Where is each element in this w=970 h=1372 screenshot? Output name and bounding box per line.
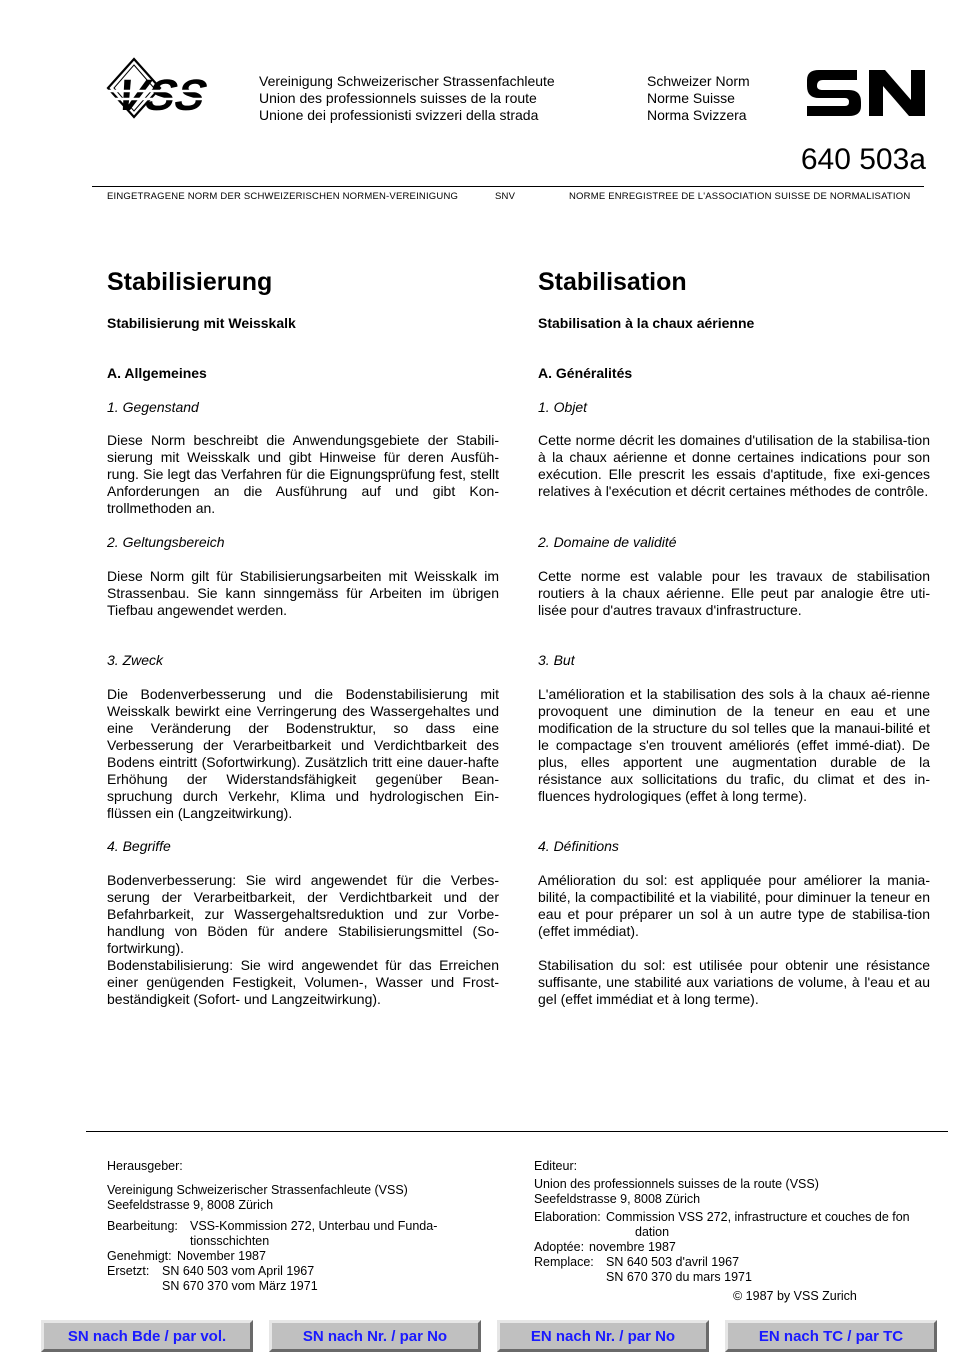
registration-fr: NORME ENREGISTREE DE L'ASSOCIATION SUISSE DE NORMALISATION bbox=[569, 191, 911, 202]
footer-rule bbox=[86, 1131, 948, 1132]
sn-by-volume-button[interactable]: SN nach Bde / par vol. bbox=[41, 1320, 253, 1352]
publisher-address-de: Seefeldstrasse 9, 8008 Zürich bbox=[107, 1198, 274, 1212]
org-name-fr: Union des professionnels suisses de la route bbox=[259, 90, 537, 106]
editing-value-de: VSS-Kommission 272, Unterbau und Funda- bbox=[190, 1219, 438, 1233]
registration-snv: SNV bbox=[495, 191, 516, 202]
imprint-fr bbox=[534, 1159, 934, 1285]
approved-value-fr: novembre 1987 bbox=[589, 1240, 676, 1254]
paragraph-2-fr bbox=[538, 568, 930, 619]
imprint-de bbox=[107, 1159, 507, 1294]
standard-number: 640 503a bbox=[800, 143, 926, 176]
paragraph-2-fr-text: Cette norme est valable pour les travaux de stabilisation routiers à la chaux aérienne. Elle peut par analogie être uti-lisée pour d'autres travaux d'infrastructure. bbox=[538, 568, 930, 618]
heading-4-fr: 4. Définitions bbox=[538, 838, 619, 854]
paragraph-3-fr-text: L'amélioration et la stabilisation des sols à la chaux aé-rienne provoquent une diminution de la teneur en eau et une modification de la structure du sol telles que la manaui-bilité et le compactage s'en trouvent améliorés (effet immé-diat). De plus, elles apportent une augmentation durable de la résistance aux sollicitations du trafic, du climat et des in-fluences hydrologiques (effet à long terme). bbox=[538, 686, 930, 804]
section-a-fr: A. Généralités bbox=[538, 365, 633, 381]
replaces-value-1-fr: SN 640 503 d'avril 1967 bbox=[606, 1255, 740, 1269]
editing-value-fr: Commission VSS 272, infrastructure et couches de fon bbox=[606, 1210, 910, 1224]
editing-label-fr: Elaboration: bbox=[534, 1210, 601, 1224]
paragraph-1-de bbox=[107, 432, 499, 517]
definition-2-fr: Stabilisation du sol: est utilisée pour obtenir une résistance suffisante, une stabilité aux variations de volume, à l'eau et au gel (effet immédiat et à long terme). bbox=[538, 957, 930, 1007]
publisher-name-de: Vereinigung Schweizerischer Strassenfachleute (VSS) bbox=[107, 1183, 408, 1197]
paragraph-3-de bbox=[107, 686, 499, 822]
replaces-value-2-fr: SN 670 370 du mars 1971 bbox=[606, 1270, 752, 1284]
paragraph-4-de bbox=[107, 872, 499, 1008]
registration-de: EINGETRAGENE NORM DER SCHWEIZERISCHEN NORMEN-VEREINIGUNG bbox=[107, 191, 459, 202]
paragraph-2-de bbox=[107, 568, 499, 619]
editing-value-fr-cont: dation bbox=[635, 1225, 670, 1239]
replaces-label-fr: Remplace: bbox=[534, 1255, 594, 1269]
svg-text:VSS: VSS bbox=[112, 71, 211, 120]
heading-3-de: 3. Zweck bbox=[107, 652, 164, 668]
editing-value-de-cont: tionsschichten bbox=[190, 1234, 270, 1248]
title-de: Stabilisierung bbox=[107, 268, 273, 296]
heading-2-fr: 2. Domaine de validité bbox=[538, 534, 677, 550]
publisher-label-fr: Editeur: bbox=[534, 1159, 578, 1173]
publisher-address-fr: Seefeldstrasse 9, 8008 Zürich bbox=[534, 1192, 701, 1206]
vss-logo bbox=[104, 55, 242, 121]
paragraph-1-fr-text: Cette norme décrit les domaines d'utilisation de la stabilisa-tion à la chaux aérienne et donne certaines indications pour son exécution. Elle prescrit les essais d'aptitude, fixe exi-gences relatives à l'exécution et décrit certaines méthodes de contrôle. bbox=[538, 432, 930, 499]
replaces-value-1-de: SN 640 503 vom April 1967 bbox=[162, 1264, 315, 1278]
en-by-number-button[interactable]: EN nach Nr. / par No bbox=[497, 1320, 709, 1352]
organization-names bbox=[259, 73, 555, 124]
norm-type-names bbox=[647, 73, 750, 124]
paragraph-1-de-text: Diese Norm beschreibt die Anwendungsgebiete der Stabili-sierung mit Weisskalk und gibt Hinweise für deren Ausfüh-rung. Sie legt das Verfahren für die Eignungsprüfung fest, stellt Anforderungen an die Ausführung auf und gibt Kon-trollmethoden an. bbox=[107, 432, 499, 516]
definition-1-fr: Amélioration du sol: est appliquée pour améliorer la mania-bilité, la compactibilité et la viabilité, pour diminuer la teneur en eau et pour préparer un sol à un autre type de stabilisa-tion (effet immédiat). bbox=[538, 872, 930, 939]
paragraph-1-fr bbox=[538, 432, 930, 500]
heading-1-de: 1. Gegenstand bbox=[107, 399, 199, 415]
norm-type-de: Schweizer Norm bbox=[647, 73, 750, 89]
editing-label-de: Bearbeitung: bbox=[107, 1219, 178, 1233]
section-a-de: A. Allgemeines bbox=[107, 365, 207, 381]
heading-2-de: 2. Geltungsbereich bbox=[107, 534, 225, 550]
header-rule bbox=[92, 186, 924, 187]
norm-type-fr: Norme Suisse bbox=[647, 90, 735, 106]
publisher-label-de: Herausgeber: bbox=[107, 1159, 183, 1173]
paragraph-4-fr bbox=[538, 872, 930, 1008]
heading-1-fr: 1. Objet bbox=[538, 399, 588, 415]
copyright: © 1987 by VSS Zurich bbox=[733, 1289, 857, 1303]
definition-2-de: Bodenstabilisierung: Sie wird angewendet für das Erreichen einer genügenden Festigkeit, Volumen-, Wasser und Frost-beständigkeit (Sofort- und Langzeitwirkung). bbox=[107, 957, 499, 1007]
approved-label-fr: Adoptée: bbox=[534, 1240, 585, 1254]
publisher-name-fr: Union des professionnels suisses de la route (VSS) bbox=[534, 1177, 819, 1191]
heading-3-fr: 3. But bbox=[538, 652, 575, 668]
replaces-label-de: Ersetzt: bbox=[107, 1264, 150, 1278]
replaces-value-2-de: SN 670 370 vom März 1971 bbox=[162, 1279, 318, 1293]
sn-by-number-button[interactable]: SN nach Nr. / par No bbox=[269, 1320, 481, 1352]
subtitle-fr: Stabilisation à la chaux aérienne bbox=[538, 315, 755, 331]
org-name-it: Unione dei professionisti svizzeri della strada bbox=[259, 107, 539, 123]
title-fr: Stabilisation bbox=[538, 268, 687, 296]
paragraph-3-de-text: Die Bodenverbesserung und die Bodenstabilisierung mit Weisskalk bewirkt eine Verringerung des Wassergehaltes und eine Veränderung der Bodenstruktur, so dass eine Verbesserung der Verarbeitbarkeit und Verdichtbarkeit des Bodens eintritt (Sofortwirkung). Zusätzlich tritt eine dauer-hafte Erhöhung der Widerstandsfähigkeit gegenüber Bean-spruchung durch Verkehr, Klima und hydrologischen Ein-flüssen ein (Langzeitwirkung). bbox=[107, 686, 499, 821]
definition-1-de: Bodenverbesserung: Sie wird angewendet für die Verbes-serung der Verarbeitbarkeit, der Verdichtbarkeit und der Befahrbarkeit, zur Wassergehaltsreduktion und zur Vorbe-handlung von Böden für andere Stabilisierungsmittel (So-fortwirkung). bbox=[107, 872, 499, 956]
paragraph-3-fr bbox=[538, 686, 930, 805]
heading-4-de: 4. Begriffe bbox=[107, 838, 171, 854]
norm-type-it: Norma Svizzera bbox=[647, 107, 747, 123]
sn-logo bbox=[805, 66, 927, 120]
org-name-de: Vereinigung Schweizerischer Strassenfachleute bbox=[259, 73, 555, 89]
subtitle-de: Stabilisierung mit Weisskalk bbox=[107, 315, 296, 331]
en-by-tc-button[interactable]: EN nach TC / par TC bbox=[725, 1320, 937, 1352]
approved-value-de: November 1987 bbox=[177, 1249, 266, 1263]
paragraph-2-de-text: Diese Norm gilt für Stabilisierungsarbeiten mit Weisskalk im Strassenbau. Sie kann sinngemäss für Arbeiten im übrigen Tiefbau angewendet werden. bbox=[107, 568, 499, 618]
approved-label-de: Genehmigt: bbox=[107, 1249, 172, 1263]
